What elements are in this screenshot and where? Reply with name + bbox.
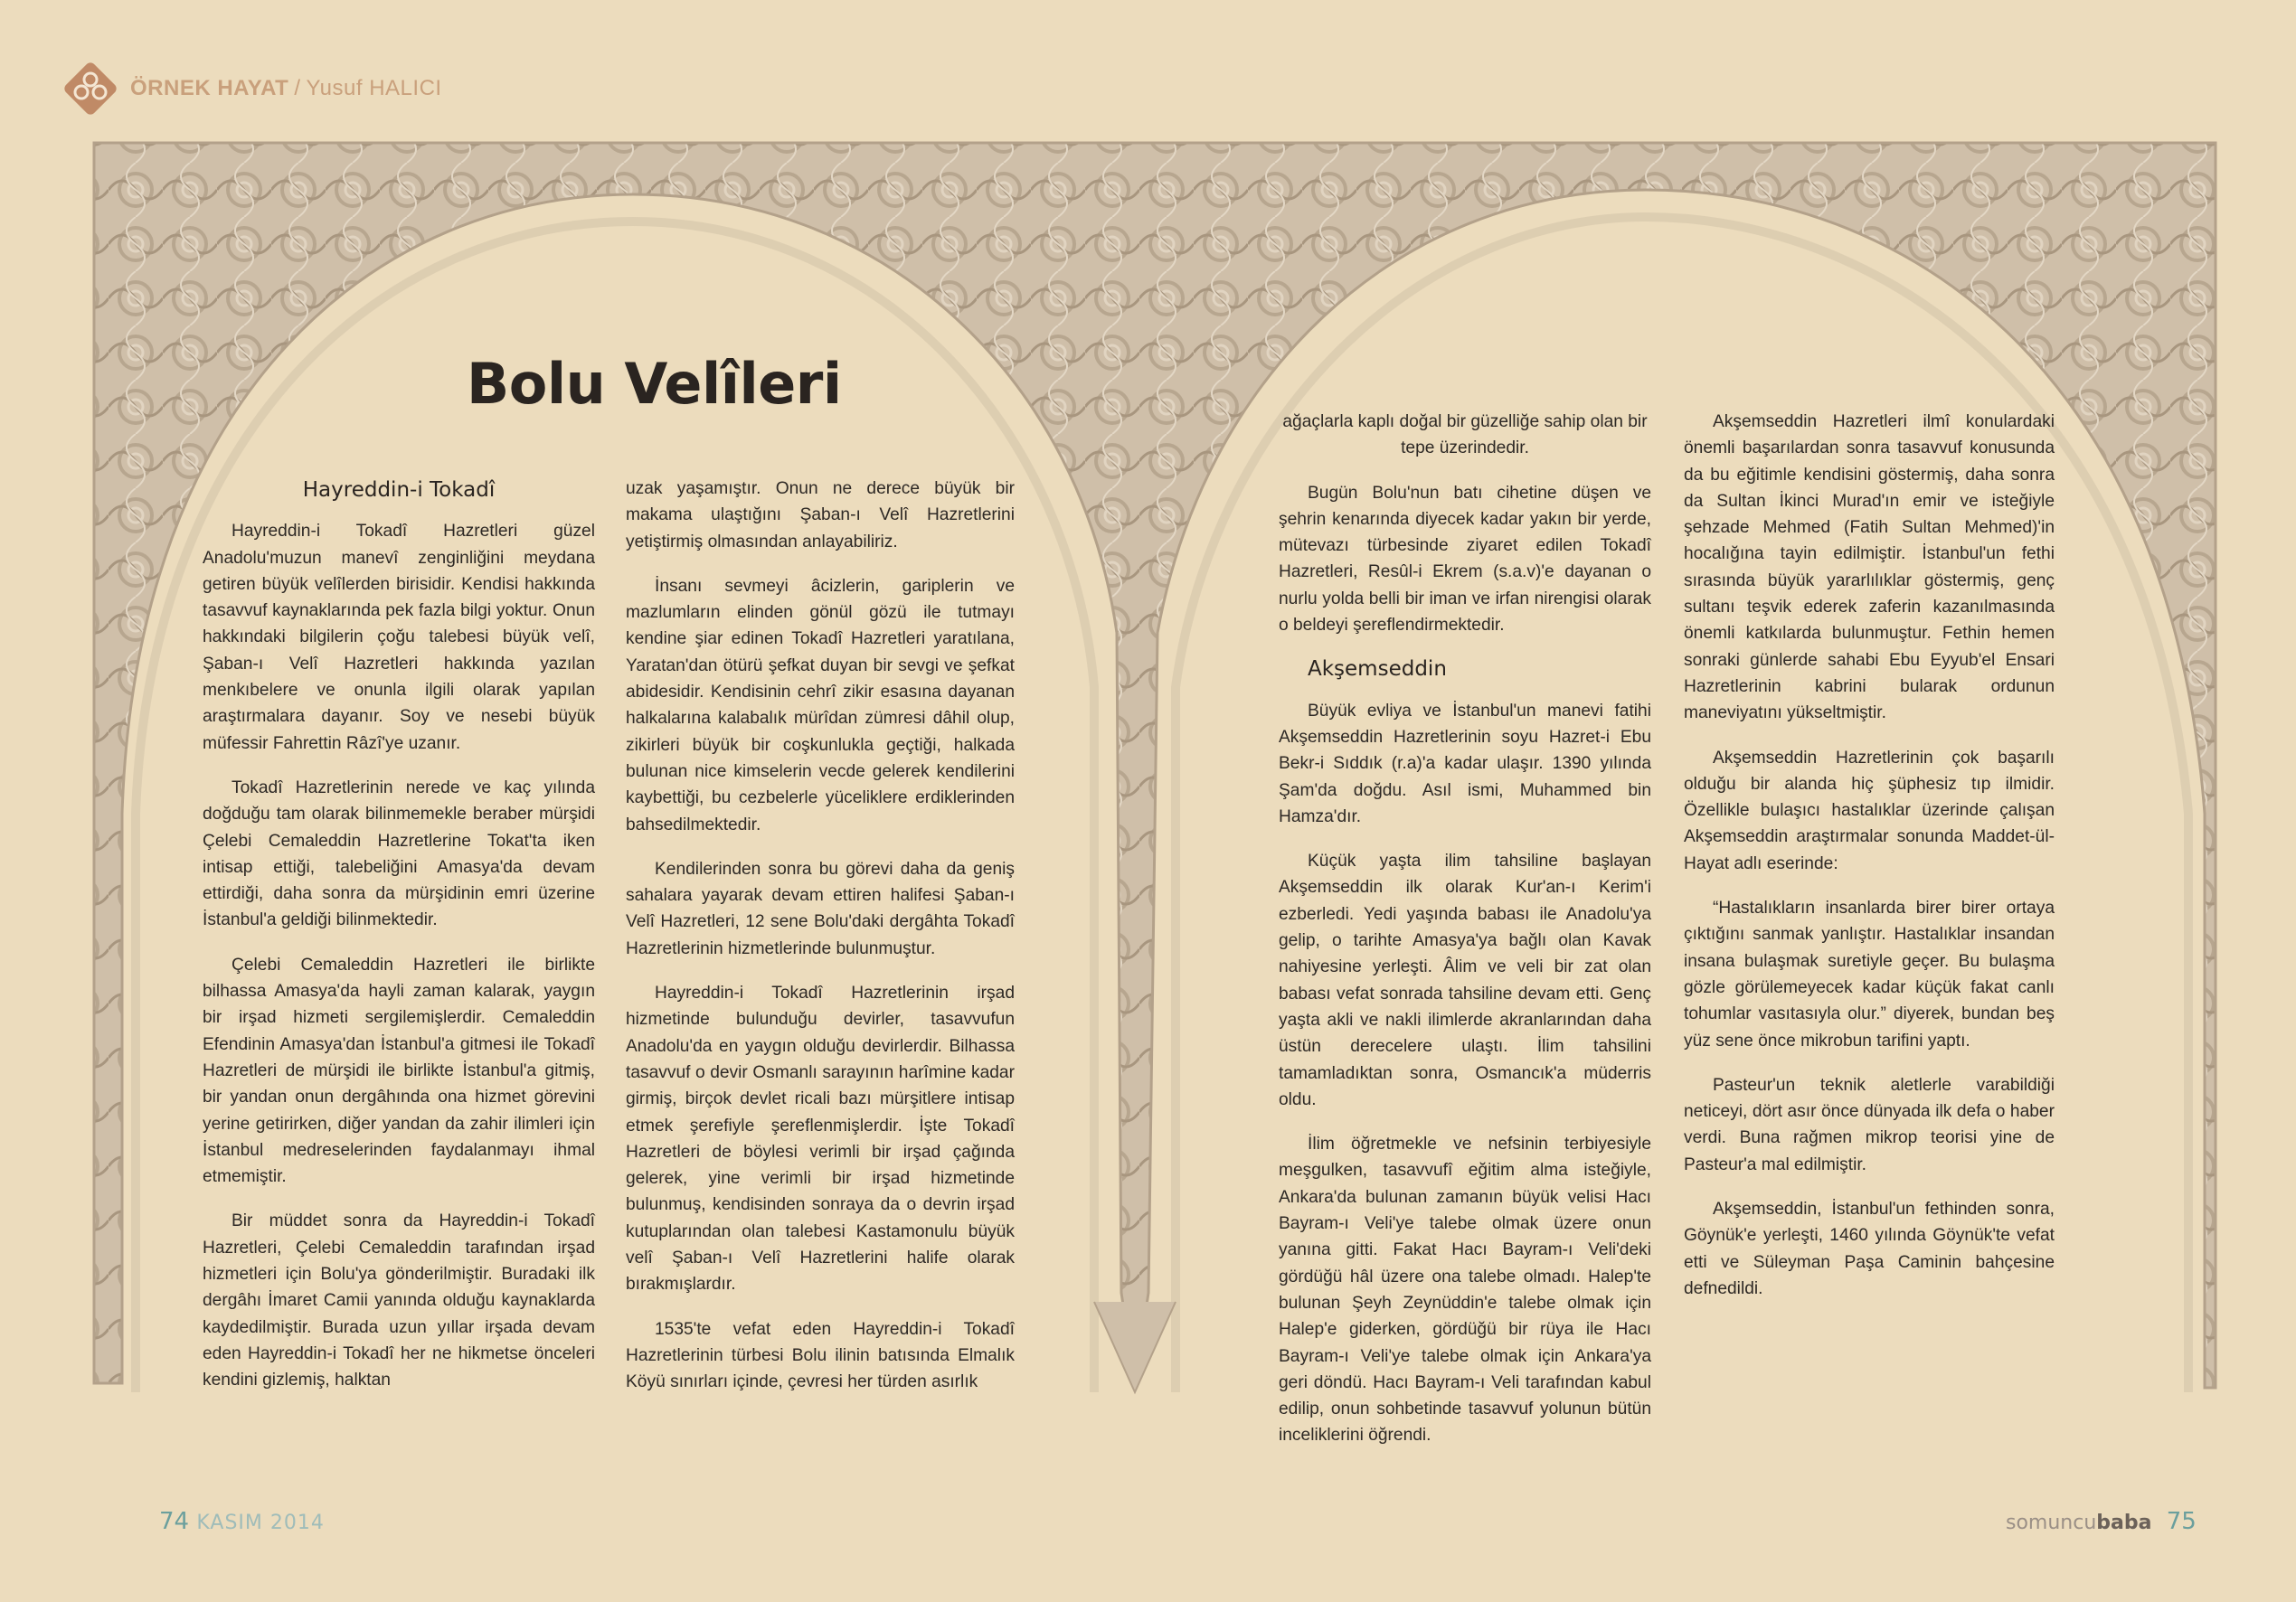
paragraph: Bugün Bolu'nun batı cihetine düşen ve şehrin kenarında diyecek kadar yakın bir yerde, mütevazı türbesinde ziyaret edilen Tokadî Hazretleri, Resûl-i Ekrem (s.a.v)'e dayanan o nurlu yolda belli bir iman ve irfan nirengisi olarak o beldeyi şereflendirmektedir. [1279, 483, 1651, 636]
paragraph: Kendilerinden sonra bu görevi daha da geniş sahalara yayarak devam ettiren halifesi Şaban-ı Velî Hazretleri, 12 sene Bolu'daki dergâhta Tokadî Hazretlerinin hizmetlerinde bulunmuştur. [626, 859, 1015, 958]
page-header [61, 60, 442, 118]
magazine-name-part1: somuncu [2006, 1512, 2097, 1534]
article-column-1 [203, 477, 595, 1412]
article-title: Bolu Velîleri [467, 351, 842, 417]
paragraph: Akşemseddin Hazretleri ilmî konulardaki önemli başarılardan sonra tasavvuf konusunda da bu eğitimle kendisini göstermiş, daha sonra da Sultan İkinci Murad'ın emir ve isteğiyle şehzade Mehmed (Fatih Sultan Mehmed)'in hocalığına tayin edilmiştir. İstanbul'un fethi sırasında büyük yararlılıklar göstermiş, genç sultanı teşvik ederek zaferin kazanılmasında önemli katkılarda bulunmuştur. Fethin hemen sonraki günlerde sahabi Ebu Eyyub'el Ensari Hazretlerinin kabrini bularak ordunun maneviyatını yükseltmiştir. [1684, 412, 2055, 723]
quote-paragraph: “Hastalıkların insanlarda birer birer ortaya çıktığını sanmak yanlıştır. Hastalıklar insandan insana bulaşmak suretiyle geçer. Bu bulaşma gözle görülemeyecek kadar küçük fakat canlı tohumlar vasıtasıyla olur.” diyerek, bundan beş yüz sene önce mikrobun tarifini yaptı. [1684, 899, 2055, 1051]
magazine-name-part2: baba [2096, 1512, 2152, 1534]
article-column-2 [626, 476, 1015, 1414]
right-page-number: 75 [2166, 1508, 2197, 1535]
article-column-3 [1279, 409, 1651, 1467]
header-text [130, 76, 442, 101]
paragraph: Bir müddet sonra da Hayreddin-i Tokadî Hazretleri, Çelebi Cemaleddin tarafından irşad hizmetleri için Bolu'ya gönderilmiştir. Buradaki ilk dergâhı İmaret Camii yanında olduğu kaynaklarda kaydedilmiştir. Burada uzun yıllar irşada devam eden Hayreddin-i Tokadî her ne hikmetse önceleri kendini gizlemiş, halktan [203, 1211, 595, 1390]
paragraph: ağaçlarla kaplı doğal bir güzelliğe sahip olan bir tepe üzerindedir. [1282, 412, 1648, 458]
left-page-folio [159, 1508, 325, 1535]
paragraph: uzak yaşamıştır. Onun ne derece büyük bir makama ulaştığını Şaban-ı Velî Hazretlerini yetiştirmiş olmasından anlayabiliriz. [626, 479, 1015, 551]
paragraph: İlim öğretmekle ve nefsinin terbiyesiyle meşgulken, tasavvufî eğitim alma isteğiyle, Ankara'da bulunan zamanın büyük velisi Hacı Bayram-ı Veli'ye talebe olmak üzere onun yanına gitti. Fakat Hacı Bayram-ı Veli'deki gördüğü hâl üzere ona talebe olmadı. Halep'te bulunan Şeyh Zeynüddin'e talebe olmak için Halep'e giderken, gördüğü bir rüya ile Hacı Bayram-ı Veli'ye talebe olmak için Ankara'ya geri döndü. Hacı Bayram-ı Veli tarafından kabul edilip, onun sohbetinde tasavvuf yolunun bütün inceliklerini öğrendi. [1279, 1135, 1651, 1446]
right-page-folio [2006, 1508, 2197, 1535]
paragraph: Hayreddin-i Tokadî Hazretlerinin irşad hizmetinde bulunduğu devirler, tasavvufun Anadolu'da en yaygın olduğu devirlerdir. Bilhassa tasavvuf o devir Osmanlı sarayının harîmine kadar girmiş, birçok devlet ricali bazı mürşitlere intisap etmek şerefiyle şereflenmişlerdir. İşte Tokadî Hazretleri de böylesi verimli bir irşad çağında gelerek, yine verimli bir irşad hizmetinde bulunmuş, kendisinden sonraya da o devrin irşad kutuplarından olan talebesi Kastamonulu büyük velî Şaban-ı Velî Hazretlerini halife olarak bırakmışlardır. [626, 984, 1015, 1295]
paragraph: Akşemseddin, İstanbul'un fethinden sonra, Göynük'e yerleşti, 1460 yılında Göynük'te vefat etti ve Süleyman Paşa Caminin bahçesine defnedildi. [1684, 1200, 2055, 1298]
header-separator: / [294, 76, 301, 100]
paragraph: Çelebi Cemaleddin Hazretleri ile birlikte bilhassa Amasya'da hayli zaman kalarak, yaygın bir irşad hizmeti sergilemişlerdir. Cemaleddin Efendinin Amasya'dan İstanbul'a gitmesi ile Tokadî Hazretleri de mürşidi ile birlikte İstanbul'a gitmiş, bir yandan onun dergâhında ona hizmet görevini yerine getirirken, diğer yandan da zahir ilimleri için İstanbul medreselerinden faydalanmayı ihmal etmemiştir. [203, 955, 595, 1187]
paragraph: Küçük yaşta ilim tahsiline başlayan Akşemseddin ilk olarak Kur'an-ı Kerim'i ezberledi. Yedi yaşında babası ile Anadolu'ya gelip, o tarihte Amasya'ya bağlı olan Kavak nahiyesine yerleşti. Âlim ve veli bir zat olan babası vefat sonrada tahsiline devam etti. Genç yaşta akli ve nakli ilimlerde akranlarından daha üstün derecelere ulaştı. İlim tahsilini tamamladıktan sonra, Osmancık'a müderris oldu. [1279, 852, 1651, 1109]
section-heading-aksemseddin: Akşemseddin [1308, 657, 1447, 682]
section-heading-tokadi: Hayreddin-i Tokadî [302, 478, 496, 502]
section-label: ÖRNEK HAYAT [130, 76, 289, 100]
paragraph: 1535'te vefat eden Hayreddin-i Tokadî Hazretlerinin türbesi Bolu ilinin batısında Elmalık Köyü sınırları içinde, çevresi her türden asırlık [626, 1319, 1015, 1392]
paragraph: Tokadî Hazretlerinin nerede ve kaç yılında doğduğu tam olarak bilinmemekle beraber mürşidi Çelebi Cemaleddin Hazretlerine Tokat'ta iken intisap ettiği, talebeliğini Amasya'da devam ettirdiği, daha sonra da mürşidinin emri üzerine İstanbul'a geldiği bilinmektedir. [203, 777, 595, 930]
paragraph: İnsanı sevmeyi âcizlerin, gariplerin ve mazlumların elinden gönül gözü ile tutmayı kendine şiar edinen Tokadî Hazretleri yaratılana, Yaratan'dan ötürü şefkat duyan bir sevgi ve şefkat abidesidir. Kendisinin cehrî zikir esasına dayanan halkalarına kalabalık mürîdan zümresi dâhil olup, zikirleri büyük bir coşkunlukla geçtiği, halkada bulunan nice kimselerin vecde gelerek kendilerini kaybettiği, bu cezbelerle yüceliklere erdiklerinden bahsedilmektedir. [626, 576, 1015, 834]
paragraph: Hayreddin-i Tokadî Hazretleri güzel Anadolu'muzun manevî zenginliğini meydana getiren büyük velîlerden birisidir. Kendisi hakkında tasavvuf kaynaklarında pek fazla bilgi yoktur. Onun hakkındaki bilgilerin çoğu talebesi büyük velî, Şaban-ı Velî Hazretleri hakkında yazılan menkıbelere ve onunla ilgili olarak yapılan araştırmalara dayanır. Soy ve nesebi büyük müfessir Fahrettin Râzî'ye uzanır. [203, 522, 595, 753]
paragraph: Büyük evliya ve İstanbul'un manevi fatihi Akşemseddin Hazretlerinin soyu Hazret-i Ebu Bekr-i Sıddık (r.a)'a kadar ulaşır. 1390 yılında Şam'da doğdu. Asıl ismi, Muhammed bin Hamza'dır. [1279, 701, 1651, 826]
issue-date: KASIM 2014 [196, 1512, 325, 1534]
author-name: Yusuf HALICI [306, 76, 442, 100]
article-column-4 [1684, 409, 2055, 1320]
magazine-emblem-icon [61, 60, 119, 118]
left-page-number: 74 [159, 1508, 190, 1535]
paragraph: Pasteur'un teknik aletlerle varabildiği neticeyi, dört asır önce dünyada ilk defa o haber verdi. Buna rağmen mikrop teorisi yine de Pasteur'a mal edilmiştir. [1684, 1075, 2055, 1174]
paragraph: Akşemseddin Hazretlerinin çok başarılı olduğu bir alanda hiç şüphesiz tıp ilmidir. Özellikle bulaşıcı hastalıklar üzerinde çalışan Akşemseddin araştırmalar sonunda Maddet-ül-Hayat adlı eserinde: [1684, 748, 2055, 873]
